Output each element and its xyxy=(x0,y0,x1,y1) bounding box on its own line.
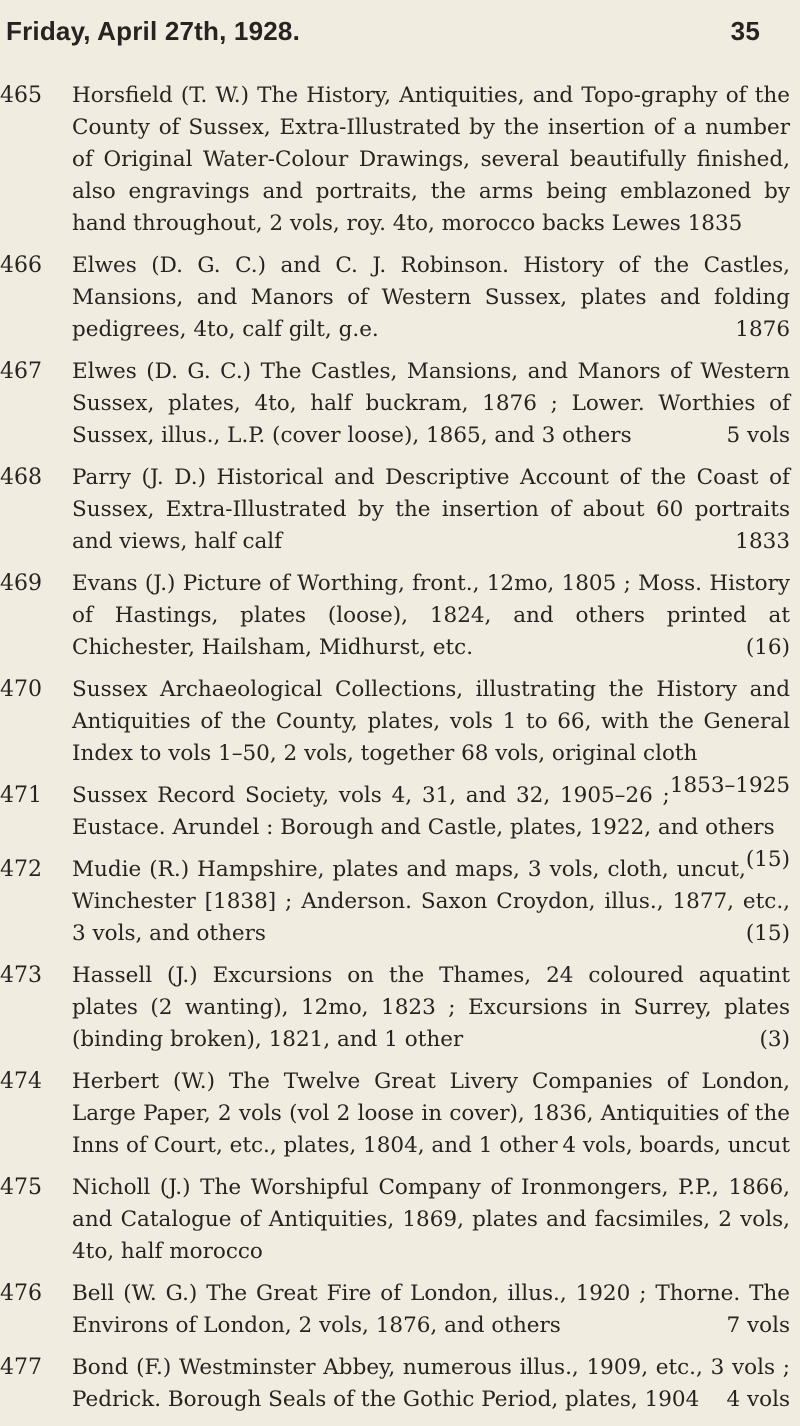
lot-description: Parry (J. D.) Historical and Descriptive Account of the Coast of Sussex, Extra-Illustrated by the insertion of about 60 portraits and views, half calf xyxy=(72,465,790,554)
lot-description: Nicholl (J.) The Worshipful Company of Ironmongers, P.P., 1866, and Catalogue of Antiquities, 1869, plates and facsimiles, 2 vols, 4to, half morocco xyxy=(72,1175,790,1264)
lot-entry xyxy=(0,1278,800,1342)
lot-number: 468 xyxy=(0,465,42,490)
lot-entry xyxy=(0,462,800,558)
lot-number: 474 xyxy=(0,1069,42,1094)
lot-quantity: (3) xyxy=(759,1027,790,1052)
lot-quantity: (15) xyxy=(745,847,790,872)
lot-entry xyxy=(0,568,800,664)
lot-entry xyxy=(0,960,800,1056)
lot-number: 466 xyxy=(0,253,42,278)
lot-number: 472 xyxy=(0,857,42,882)
lot-description: Elwes (D. G. C.) The Castles, Mansions, and Manors of Western Sussex, plates, 4to, half buckram, 1876 ; Lower. Worthies of Sussex, illus., L.P. (cover loose), 1865, and 3 others xyxy=(72,359,790,448)
lot-entry xyxy=(0,1172,800,1268)
lot-number: 465 xyxy=(0,83,42,108)
lot-description: Bell (W. G.) The Great Fire of London, illus., 1920 ; Thorne. The Environs of London, 2 vols, 1876, and others xyxy=(72,1281,790,1338)
lot-quantity: 7 vols xyxy=(726,1313,790,1338)
lot-number: 475 xyxy=(0,1175,42,1200)
page-number: 35 xyxy=(730,16,760,46)
lot-entry xyxy=(0,854,800,950)
lot-number: 471 xyxy=(0,783,42,808)
lot-quantity: 1833 xyxy=(735,529,790,554)
lot-description: Elwes (D. G. C.) and C. J. Robinson. History of the Castles, Mansions, and Manors of Western Sussex, plates and folding pedigrees, 4to, calf gilt, g.e. xyxy=(72,253,790,342)
lot-description: Evans (J.) Picture of Worthing, front., 12mo, 1805 ; Moss. History of Hastings, plates (loose), 1824, and others printed at Chichester, Hailsham, Midhurst, etc. xyxy=(72,571,790,660)
lot-description: Bond (F.) Westminster Abbey, numerous illus., 1909, etc., 3 vols ; Pedrick. Borough Seals of the Gothic Period, plates, 1904 xyxy=(72,1355,790,1412)
lot-quantity: (15) xyxy=(745,921,790,946)
lot-description: Horsfield (T. W.) The History, Antiquities, and Topo-graphy of the County of Sussex, Extra-Illustrated by the insertion of a number of Original Water-Colour Drawings, several beautifully finished, also engravings and portraits, the arms being emblazoned by hand throughout, 2 vols, roy. 4to, morocco backs Lewes 1835 xyxy=(72,83,790,236)
lot-description: Sussex Archaeological Collections, illustrating the History and Antiquities of the County, plates, vols 1 to 66, with the General Index to vols 1–50, 2 vols, together 68 vols, original cloth xyxy=(72,677,790,766)
lot-entry xyxy=(0,1066,800,1162)
lot-number: 467 xyxy=(0,359,42,384)
lot-quantity: 1876 xyxy=(735,317,790,342)
lot-quantity: 4 vols, boards, uncut xyxy=(562,1133,790,1158)
lot-entry xyxy=(0,1352,800,1416)
lot-number: 476 xyxy=(0,1281,42,1306)
lot-quantity: 1853–1925 xyxy=(669,773,790,798)
lot-quantity: 5 vols xyxy=(726,423,790,448)
lot-quantity: 4 vols xyxy=(726,1387,790,1412)
lot-number: 473 xyxy=(0,963,42,988)
lot-number: 470 xyxy=(0,677,42,702)
lot-description: Hassell (J.) Excursions on the Thames, 24 coloured aquatint plates (2 wanting), 12mo, 1823 ; Excursions in Surrey, plates (binding broken), 1821, and 1 other xyxy=(72,963,790,1052)
lot-list xyxy=(0,80,800,1426)
page-header xyxy=(0,16,760,56)
lot-description: Mudie (R.) Hampshire, plates and maps, 3 vols, cloth, uncut, Winchester [1838] ; Anderson. Saxon Croydon, illus., 1877, etc., 3 vols, and others xyxy=(72,857,790,946)
lot-number: 477 xyxy=(0,1355,42,1380)
lot-quantity: (16) xyxy=(745,635,790,660)
lot-number: 469 xyxy=(0,571,42,596)
lot-description: Herbert (W.) The Twelve Great Livery Companies of London, Large Paper, 2 vols (vol 2 loose in cover), 1836, Antiquities of the Inns of Court, etc., plates, 1804, and 1 other xyxy=(72,1069,790,1158)
lot-entry xyxy=(0,356,800,452)
sale-date: Friday, April 27th, 1928. xyxy=(6,16,300,46)
lot-entry xyxy=(0,80,800,240)
lot-entry xyxy=(0,250,800,346)
lot-description: Sussex Record Society, vols 4, 31, and 32, 1905–26 ; Eustace. Arundel : Borough and Castle, plates, 1922, and others xyxy=(72,783,775,840)
